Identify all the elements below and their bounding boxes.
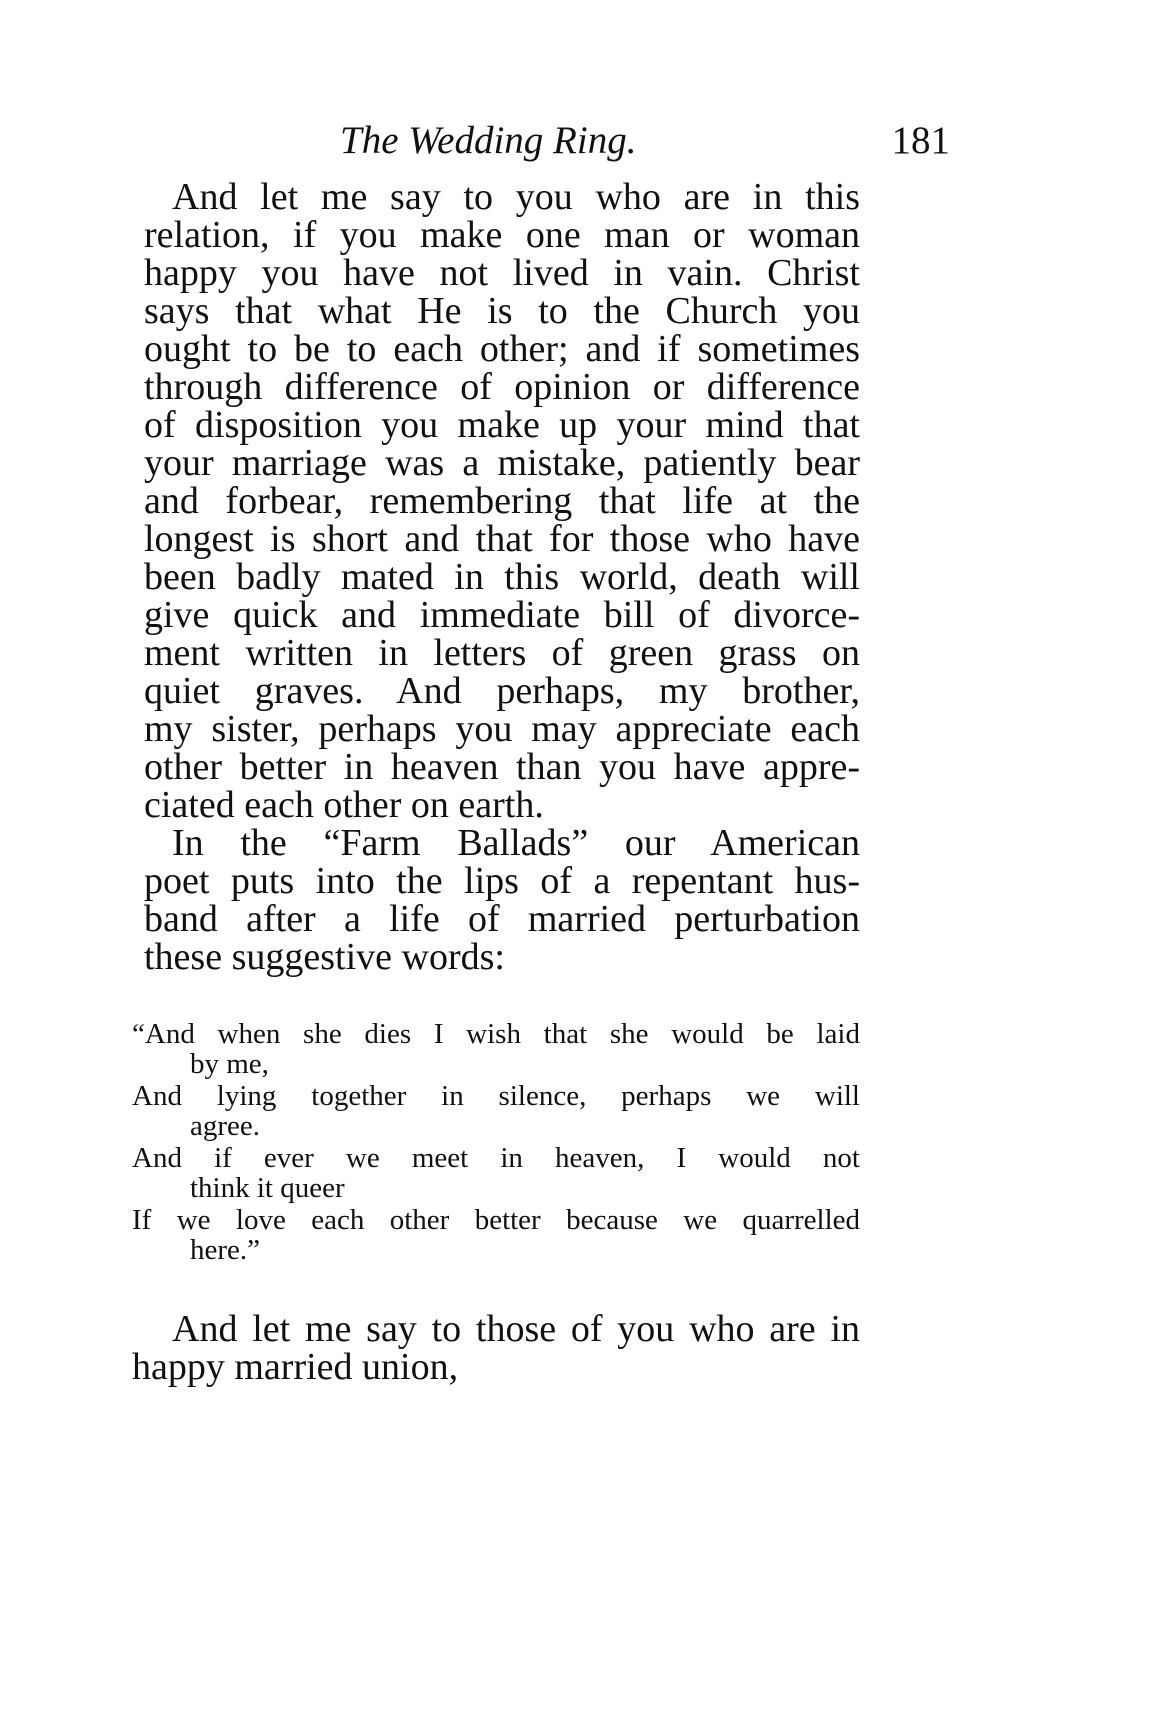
text-line: and forbear, remembering that life at the: [144, 480, 860, 522]
text-line: And let me say to those of you who are in: [172, 1308, 860, 1350]
text-line: happy married union,: [132, 1346, 459, 1388]
text-line: says that what He is to the Church you: [144, 290, 860, 332]
text-line: give quick and immediate bill of divorce-: [144, 594, 860, 636]
text-line: And let me say to you who are in this: [172, 176, 860, 218]
page-header: [140, 118, 950, 168]
verse-line: agree.: [190, 1110, 261, 1142]
verse-line: If we love each other better because we quarrelled: [132, 1204, 860, 1236]
text-line: through difference of opinion or difference: [144, 366, 860, 408]
text-line: these suggestive words:: [144, 936, 505, 978]
text-line: band after a life of married perturbation: [144, 898, 860, 940]
verse-line: by me,: [190, 1048, 269, 1080]
verse-line: think it queer: [190, 1172, 345, 1204]
text-line: other better in heaven than you have appre-: [144, 746, 860, 788]
text-line: my sister, perhaps you may appreciate each: [144, 708, 860, 750]
text-line: ciated each other on earth.: [144, 784, 544, 826]
text-line: In the “Farm Ballads” our American: [172, 822, 860, 864]
verse-line: And if ever we meet in heaven, I would not: [132, 1142, 860, 1174]
running-title: The Wedding Ring.: [340, 119, 637, 162]
text-line: poet puts into the lips of a repentant hus-: [144, 860, 860, 902]
verse-line: here.”: [190, 1234, 261, 1266]
text-line: of disposition you make up your mind that: [144, 404, 860, 446]
text-line: been badly mated in this world, death will: [144, 556, 860, 598]
text-line: longest is short and that for those who have: [144, 518, 860, 560]
text-line: relation, if you make one man or woman: [144, 214, 860, 256]
text-line: ought to be to each other; and if sometimes: [144, 328, 860, 370]
verse-line: And lying together in silence, perhaps we will: [132, 1080, 860, 1112]
text-line: happy you have not lived in vain. Christ: [144, 252, 860, 294]
verse-line: “And when she dies I wish that she would be laid: [132, 1018, 860, 1050]
text-line: your marriage was a mistake, patiently bear: [144, 442, 860, 484]
text-line: quiet graves. And perhaps, my brother,: [144, 670, 860, 712]
text-line: ment written in letters of green grass on: [144, 632, 860, 674]
page-number: 181: [891, 119, 950, 162]
